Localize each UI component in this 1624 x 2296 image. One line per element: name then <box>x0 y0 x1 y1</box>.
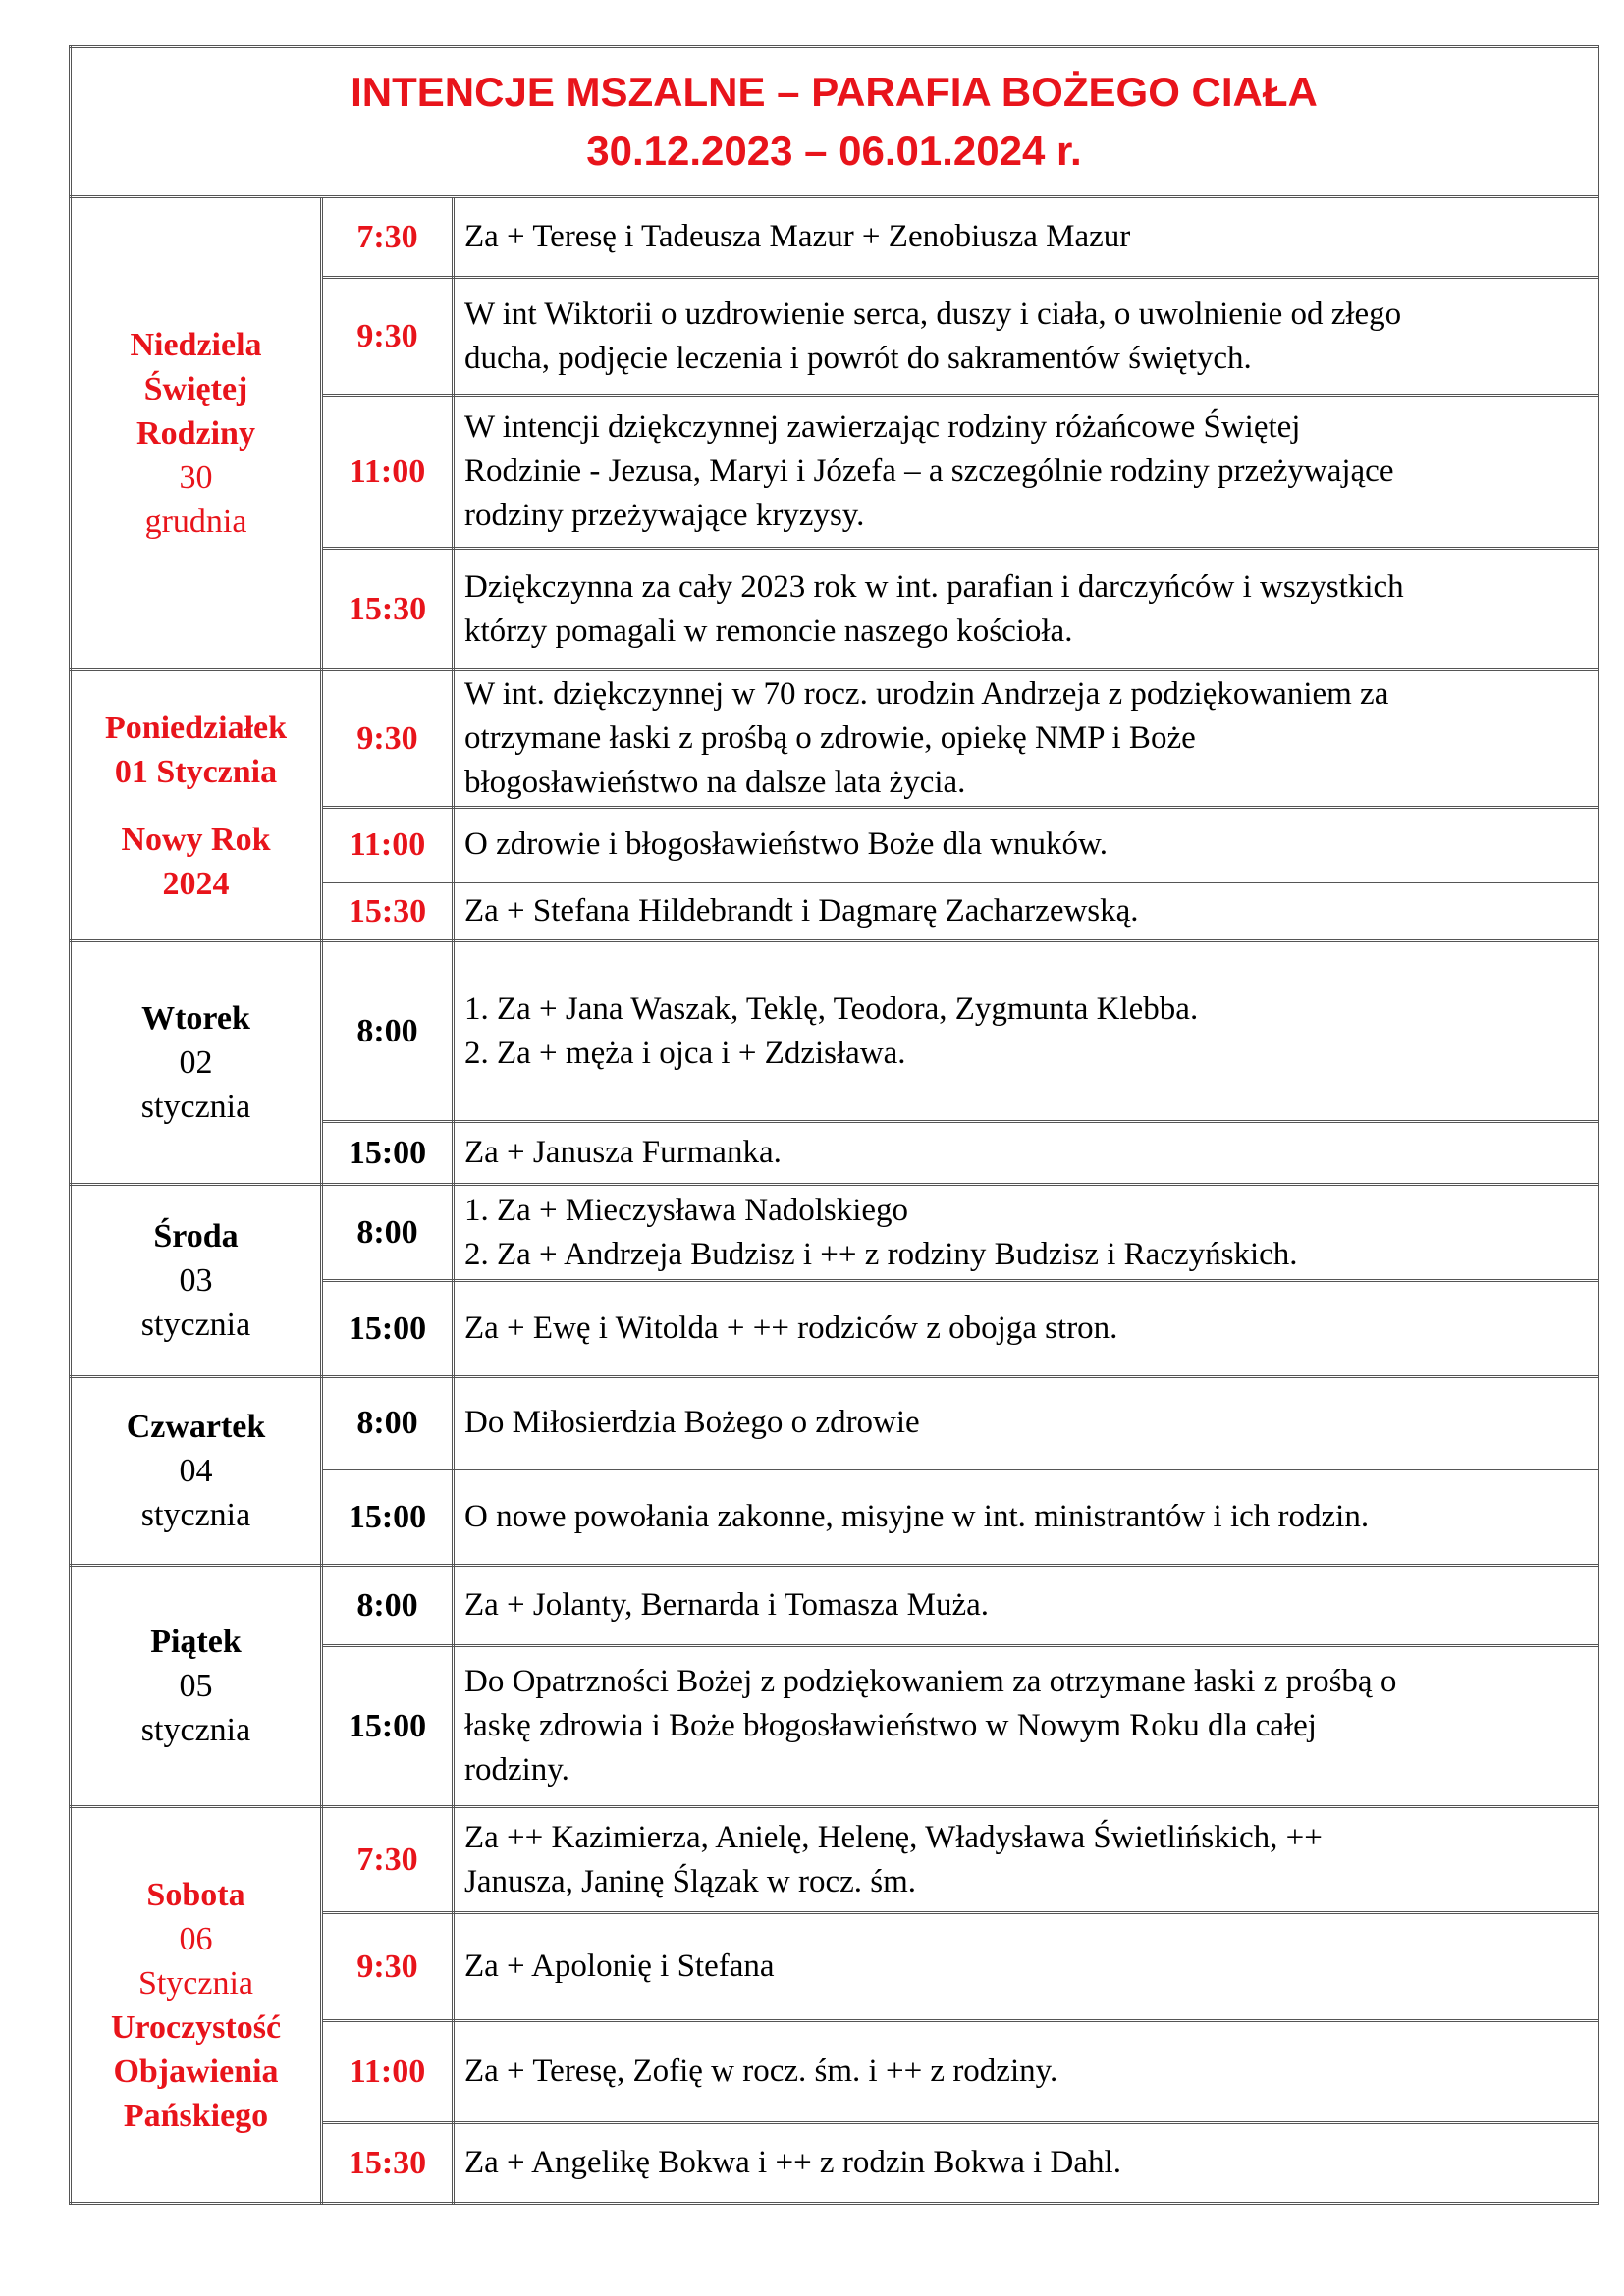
mass-time: 15:30 <box>322 549 454 670</box>
intention-line: ducha, podjęcie leczenia i powrót do sakramentów świętych. <box>464 340 1252 376</box>
day-label-line: grudnia <box>144 504 247 540</box>
day-label <box>71 941 322 1185</box>
mass-intention <box>454 1281 1598 1377</box>
mass-row <box>71 197 1598 278</box>
day-label-line: Środa <box>153 1218 239 1255</box>
intention-line: W intencji dziękczynnej zawierzając rodziny różańcowe Świętej <box>464 409 1301 445</box>
mass-row <box>71 1807 1598 1913</box>
intention-line: Za + Jolanty, Bernarda i Tomasza Muża. <box>464 1587 990 1623</box>
mass-intentions-table <box>69 45 1599 2205</box>
mass-time: 8:00 <box>322 1377 454 1469</box>
mass-time: 7:30 <box>322 1807 454 1913</box>
mass-intention <box>454 1377 1598 1469</box>
intention-line: W int. dziękczynnej w 70 rocz. urodzin Andrzeja z podziękowaniem za <box>464 676 1389 712</box>
day-label-line: Rodziny <box>136 415 255 452</box>
page-title <box>71 47 1598 197</box>
intention-line: 1. Za + Jana Waszak, Teklę, Teodora, Zygmunta Klebba. <box>464 990 1199 1027</box>
intention-line: 2. Za + Andrzeja Budzisz i ++ z rodziny Budzisz i Raczyńskich. <box>464 1236 1298 1272</box>
day-label-line: Stycznia <box>137 1964 254 2002</box>
day-label-line: Nowy Rok <box>121 821 271 858</box>
day-label-line: Czwartek <box>126 1409 266 1445</box>
day-label <box>71 1807 322 2204</box>
mass-intention <box>454 278 1598 396</box>
intention-line: O nowe powołania zakonne, misyjne w int. ministrantów i ich rodzin. <box>464 1499 1370 1534</box>
day-label-line: Pańskiego <box>123 2097 269 2134</box>
mass-intention <box>454 1185 1598 1281</box>
intention-line: błogosławieństwo na dalsze lata życia. <box>464 765 966 800</box>
day-label <box>71 1185 322 1377</box>
mass-time: 15:00 <box>322 1122 454 1185</box>
mass-intention <box>454 549 1598 670</box>
mass-intention <box>454 396 1598 549</box>
intention-line: Za + Apolonię i Stefana <box>464 1949 775 1984</box>
day-label-line: 05 <box>179 1668 213 1704</box>
mass-intention <box>454 1646 1598 1807</box>
day-label-line: stycznia <box>140 1089 251 1125</box>
day-label-line: 2024 <box>162 865 230 902</box>
day-label-line: stycznia <box>140 1712 251 1748</box>
mass-row <box>71 670 1598 808</box>
intention-line: Za + Janusza Furmanka. <box>464 1135 782 1170</box>
mass-intention <box>454 2021 1598 2123</box>
mass-time: 11:00 <box>322 808 454 882</box>
day-label-line: Poniedziałek <box>104 709 288 746</box>
title-row <box>71 47 1598 197</box>
mass-row <box>71 1185 1598 1281</box>
mass-intention <box>454 808 1598 882</box>
mass-time: 15:00 <box>322 1646 454 1807</box>
day-label-line: stycznia <box>140 1497 251 1533</box>
day-label-line: Piątek <box>150 1624 242 1660</box>
mass-intention <box>454 1566 1598 1646</box>
mass-row <box>71 941 1598 1122</box>
mass-time: 8:00 <box>322 941 454 1122</box>
intention-line: Za ++ Kazimierza, Anielę, Helenę, Władysława Świetlińskich, ++ <box>464 1819 1323 1855</box>
day-label-line: Sobota <box>146 1876 245 1913</box>
intention-line: otrzymane łaski z prośbą o zdrowie, opiekę NMP i Boże <box>464 721 1196 756</box>
day-label <box>71 197 322 670</box>
mass-time: 15:00 <box>322 1281 454 1377</box>
mass-intention <box>454 1122 1598 1185</box>
title-line-1: INTENCJE MSZALNE – PARAFIA BOŻEGO CIAŁA <box>351 69 1318 115</box>
intention-line: Dziękczynna za cały 2023 rok w int. parafian i darczyńców i wszystkich <box>464 568 1404 605</box>
day-label-line: 03 <box>179 1262 213 1299</box>
day-label-line: Świętej <box>143 371 248 407</box>
mass-intention <box>454 1807 1598 1913</box>
mass-intention <box>454 882 1598 941</box>
mass-intention <box>454 1913 1598 2021</box>
mass-row <box>71 1566 1598 1646</box>
mass-time: 9:30 <box>322 278 454 396</box>
day-label-line: Wtorek <box>141 1000 250 1037</box>
intention-line: Do Miłosierdzia Bożego o zdrowie <box>464 1405 920 1440</box>
intention-line: Za + Teresę i Tadeusza Mazur + Zenobiusza Mazur <box>464 219 1131 254</box>
day-label <box>71 1566 322 1807</box>
mass-time: 11:00 <box>322 396 454 549</box>
day-label-line: 04 <box>179 1453 213 1489</box>
intention-line: rodziny. <box>464 1752 569 1788</box>
mass-row <box>71 1377 1598 1469</box>
mass-time: 15:00 <box>322 1469 454 1566</box>
mass-time: 7:30 <box>322 197 454 278</box>
mass-intention <box>454 197 1598 278</box>
mass-intention <box>454 1469 1598 1566</box>
intention-line: W int Wiktorii o uzdrowienie serca, duszy i ciała, o uwolnienie od złego <box>464 295 1402 332</box>
day-label-line: Uroczystość <box>110 2008 282 2046</box>
intention-line: którzy pomagali w remoncie naszego kościoła. <box>464 613 1073 649</box>
mass-intention <box>454 2123 1598 2204</box>
intention-line: Za + Teresę, Zofię w rocz. śm. i ++ z rodziny. <box>464 2054 1058 2089</box>
mass-intention <box>454 941 1598 1122</box>
intention-line: Rodzinie - Jezusa, Maryi i Józefa – a szczególnie rodziny przeżywające <box>464 454 1394 489</box>
intention-line: 1. Za + Mieczysława Nadolskiego <box>464 1192 909 1228</box>
day-label-line: 01 Stycznia <box>114 753 278 790</box>
mass-time: 9:30 <box>322 1913 454 2021</box>
intention-line: 2. Za + męża i ojca i + Zdzisława. <box>464 1035 906 1071</box>
day-label-line: 02 <box>179 1044 213 1081</box>
intention-line: Za + Stefana Hildebrandt i Dagmarę Zacharzewską. <box>464 893 1139 929</box>
day-label-line: 30 <box>179 459 213 496</box>
day-label-gap <box>72 794 320 818</box>
intention-line: rodziny przeżywające kryzysy. <box>464 498 865 533</box>
intention-line: łaskę zdrowia i Boże błogosławieństwo w Nowym Roku dla całej <box>464 1708 1317 1743</box>
mass-time: 8:00 <box>322 1566 454 1646</box>
day-label-line: stycznia <box>140 1307 251 1343</box>
day-label-line: Objawienia <box>113 2053 279 2090</box>
mass-time: 15:30 <box>322 882 454 941</box>
mass-time: 9:30 <box>322 670 454 808</box>
mass-time: 15:30 <box>322 2123 454 2204</box>
day-label <box>71 670 322 941</box>
intention-line: O zdrowie i błogosławieństwo Boże dla wnuków. <box>464 827 1108 862</box>
day-label <box>71 1377 322 1566</box>
day-label-line: 06 <box>179 1920 213 1957</box>
intention-line: Do Opatrzności Bożej z podziękowaniem za otrzymane łaski z prośbą o <box>464 1664 1397 1699</box>
intention-line: Za + Ewę i Witolda + ++ rodziców z obojga stron. <box>464 1310 1118 1346</box>
mass-time: 8:00 <box>322 1185 454 1281</box>
day-label-line: Niedziela <box>130 327 262 363</box>
mass-time: 11:00 <box>322 2021 454 2123</box>
title-line-2: 30.12.2023 – 06.01.2024 r. <box>586 128 1082 174</box>
intention-line: Za + Angelikę Bokwa i ++ z rodzin Bokwa i Dahl. <box>464 2145 1121 2180</box>
intention-line: Janusza, Janinę Ślązak w rocz. śm. <box>464 1863 917 1899</box>
mass-intention <box>454 670 1598 808</box>
